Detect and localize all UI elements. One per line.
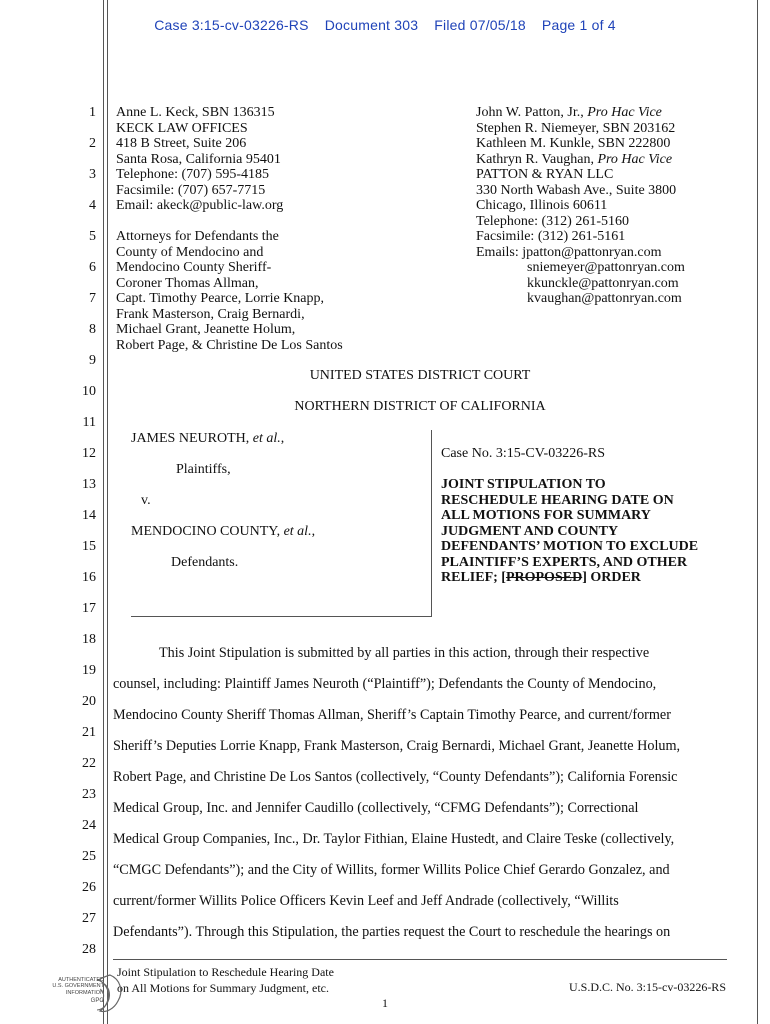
pro-hac-vice-label: Pro Hac Vice <box>597 151 673 167</box>
court-name: UNITED STATES DISTRICT COURT <box>309 368 531 383</box>
case-number: Case No. 3:15-CV-03226-RS <box>441 446 605 461</box>
line-number: 26 <box>82 880 96 895</box>
case-number-header: Case 3:15-cv-03226-RS <box>154 17 309 33</box>
line-number: 14 <box>82 508 96 523</box>
line-number: 1 <box>89 105 96 120</box>
counsel-line: Kathryn R. Vaughan, Pro Hac Vice <box>476 151 673 167</box>
counsel-line: Facsimile: (707) 657-7715 <box>116 182 266 198</box>
counsel-line: Attorneys for Defendants the <box>116 229 279 244</box>
body-line: Sheriff’s Deputies Lorrie Knapp, Frank Masterson, Craig Bernardi, Michael Grant, Jeanette Holum, <box>113 738 681 754</box>
line-number: 20 <box>82 694 96 709</box>
body-line: Medical Group, Inc. and Jennifer Caudillo (collectively, “CFMG Defendants”); Correctional <box>113 800 639 816</box>
counsel-email: Email: akeck@public-law.org <box>116 198 284 213</box>
counsel-line: Telephone: (707) 595-4185 <box>116 167 269 182</box>
line-number: 10 <box>82 384 96 399</box>
line-number: 5 <box>89 229 96 244</box>
page-number: 1 <box>382 996 388 1010</box>
line-number: 24 <box>82 818 96 833</box>
line-number: 6 <box>89 260 96 275</box>
counsel-line: PATTON & RYAN LLC <box>476 167 614 182</box>
line-number: 21 <box>82 725 96 740</box>
footer-case-number: U.S.D.C. No. 3:15-cv-03226-RS <box>568 980 726 994</box>
line-number: 12 <box>82 446 96 461</box>
footer-document-title: Joint Stipulation to Reschedule Hearing Date on All Motions for Summary Judgment, etc. <box>117 965 334 995</box>
counsel-line: Michael Grant, Jeanette Holum, <box>116 322 296 337</box>
right-counsel-block <box>476 105 685 307</box>
line-number: 15 <box>82 539 96 554</box>
gpo-seal <box>40 969 124 1015</box>
margin-rule-left-inner <box>107 0 108 1024</box>
counsel-email: sniemeyer@pattonryan.com <box>527 260 685 275</box>
pro-hac-vice-label: Pro Hac Vice <box>587 105 662 120</box>
counsel-email: Emails: jpatton@pattonryan.com <box>476 244 662 260</box>
struck-proposed: PROPOSED <box>505 570 583 585</box>
caption-box-bottom-rule <box>131 616 432 617</box>
caption-plaintiff: JAMES NEUROTH, et al., <box>131 431 285 446</box>
counsel-line: Facsimile: (312) 261-5161 <box>476 229 626 244</box>
title-line: PLAINTIFF’S EXPERTS, AND OTHER <box>441 554 688 570</box>
title-line: JOINT STIPULATION TO <box>441 477 606 492</box>
title-line: JUDGMENT AND COUNTY <box>441 523 619 539</box>
counsel-line: Capt. Timothy Pearce, Lorrie Knapp, <box>116 291 325 306</box>
line-number: 13 <box>82 477 96 492</box>
line-number: 9 <box>89 353 96 368</box>
gpo-seal-text: AUTHENTICATED U.S. GOVERNMENT INFORMATION GPO <box>52 977 104 1005</box>
counsel-line: Kathleen M. Kunkle, SBN 222800 <box>476 136 671 151</box>
counsel-line: Telephone: (312) 261-5160 <box>476 213 629 229</box>
body-line: current/former Willits Police Officers Kevin Leef and Jeff Andrade (collectively, “Willits <box>113 893 619 909</box>
title-line: DEFENDANTS’ MOTION TO EXCLUDE <box>441 539 699 554</box>
line-number: 22 <box>82 756 96 771</box>
body-line: Mendocino County Sheriff Thomas Allman, Sheriff’s Captain Timothy Pearce, and current/former <box>113 707 671 723</box>
body-line: Defendants”). Through this Stipulation, the parties request the Court to reschedule the hearings on <box>113 924 671 940</box>
title-line: RELIEF; [PROPOSED] ORDER <box>441 570 641 585</box>
caption-versus: v. <box>141 493 151 508</box>
filed-date-header: Filed 07/05/18 <box>434 17 526 33</box>
line-number: 3 <box>89 167 96 182</box>
line-number: 16 <box>82 570 96 585</box>
counsel-line: Santa Rosa, California 95401 <box>116 151 281 167</box>
footer-rule <box>113 959 727 960</box>
caption-defendant: MENDOCINO COUNTY, et al., <box>131 524 316 539</box>
body-line: Medical Group Companies, Inc., Dr. Taylor Fithian, Elaine Hustedt, and Claire Teske (collectively, <box>113 831 675 847</box>
counsel-line: Chicago, Illinois 60611 <box>476 198 608 213</box>
document-title <box>441 477 698 586</box>
counsel-line: Anne L. Keck, SBN 136315 <box>116 105 275 120</box>
line-number: 2 <box>89 136 96 151</box>
document-number-header: Document 303 <box>324 17 419 33</box>
counsel-line: KECK LAW OFFICES <box>116 120 248 136</box>
title-line: ALL MOTIONS FOR SUMMARY <box>441 508 651 523</box>
line-number: 8 <box>89 322 96 337</box>
line-number: 19 <box>82 663 96 678</box>
line-number: 27 <box>82 911 96 926</box>
counsel-email: kkunckle@pattonryan.com <box>527 275 679 291</box>
counsel-line: Coroner Thomas Allman, <box>116 275 259 291</box>
left-counsel-block <box>116 105 343 353</box>
counsel-line: Mendocino County Sheriff- <box>116 260 272 275</box>
line-number: 25 <box>82 849 96 864</box>
eagle-icon <box>40 969 124 1015</box>
counsel-line: Frank Masterson, Craig Bernardi, <box>116 306 305 322</box>
line-number: 23 <box>82 787 96 802</box>
page-count-header: Page 1 of 4 <box>541 17 616 33</box>
counsel-line: 418 B Street, Suite 206 <box>116 136 247 151</box>
caption-defendants-label: Defendants. <box>171 555 239 570</box>
line-number: 28 <box>82 942 96 957</box>
margin-rule-right <box>757 0 758 1024</box>
counsel-line: Stephen R. Niemeyer, SBN 203162 <box>476 120 676 136</box>
body-line: This Joint Stipulation is submitted by all parties in this action, through their respective <box>159 645 650 661</box>
court-district: NORTHERN DISTRICT OF CALIFORNIA <box>294 399 546 414</box>
counsel-line: Robert Page, & Christine De Los Santos <box>116 337 343 353</box>
line-number: 7 <box>89 291 96 306</box>
line-number: 11 <box>82 415 96 430</box>
counsel-line: John W. Patton, Jr., Pro Hac Vice <box>476 105 662 120</box>
body-line: Robert Page, and Christine De Los Santos (collectively, “County Defendants”); California Forensic <box>113 769 678 785</box>
caption-plaintiffs-label: Plaintiffs, <box>176 462 231 477</box>
line-number: 18 <box>82 632 96 647</box>
body-line: counsel, including: Plaintiff James Neuroth (“Plaintiff”); Defendants the County of Mendocino, <box>113 676 657 692</box>
line-number: 17 <box>82 601 96 616</box>
body-line: “CMGC Defendants”); and the City of Willits, former Willits Police Chief Gerardo Gonzalez, and <box>113 862 670 878</box>
counsel-line: 330 North Wabash Ave., Suite 3800 <box>476 182 677 198</box>
margin-rule-left-outer <box>103 0 104 1024</box>
title-line: RESCHEDULE HEARING DATE ON <box>441 492 674 508</box>
caption-box-right-rule <box>431 430 432 616</box>
line-number: 4 <box>89 198 96 213</box>
counsel-spacer <box>116 214 343 230</box>
counsel-line: County of Mendocino and <box>116 244 264 260</box>
ecf-header <box>0 17 770 33</box>
counsel-email: kvaughan@pattonryan.com <box>527 291 682 306</box>
